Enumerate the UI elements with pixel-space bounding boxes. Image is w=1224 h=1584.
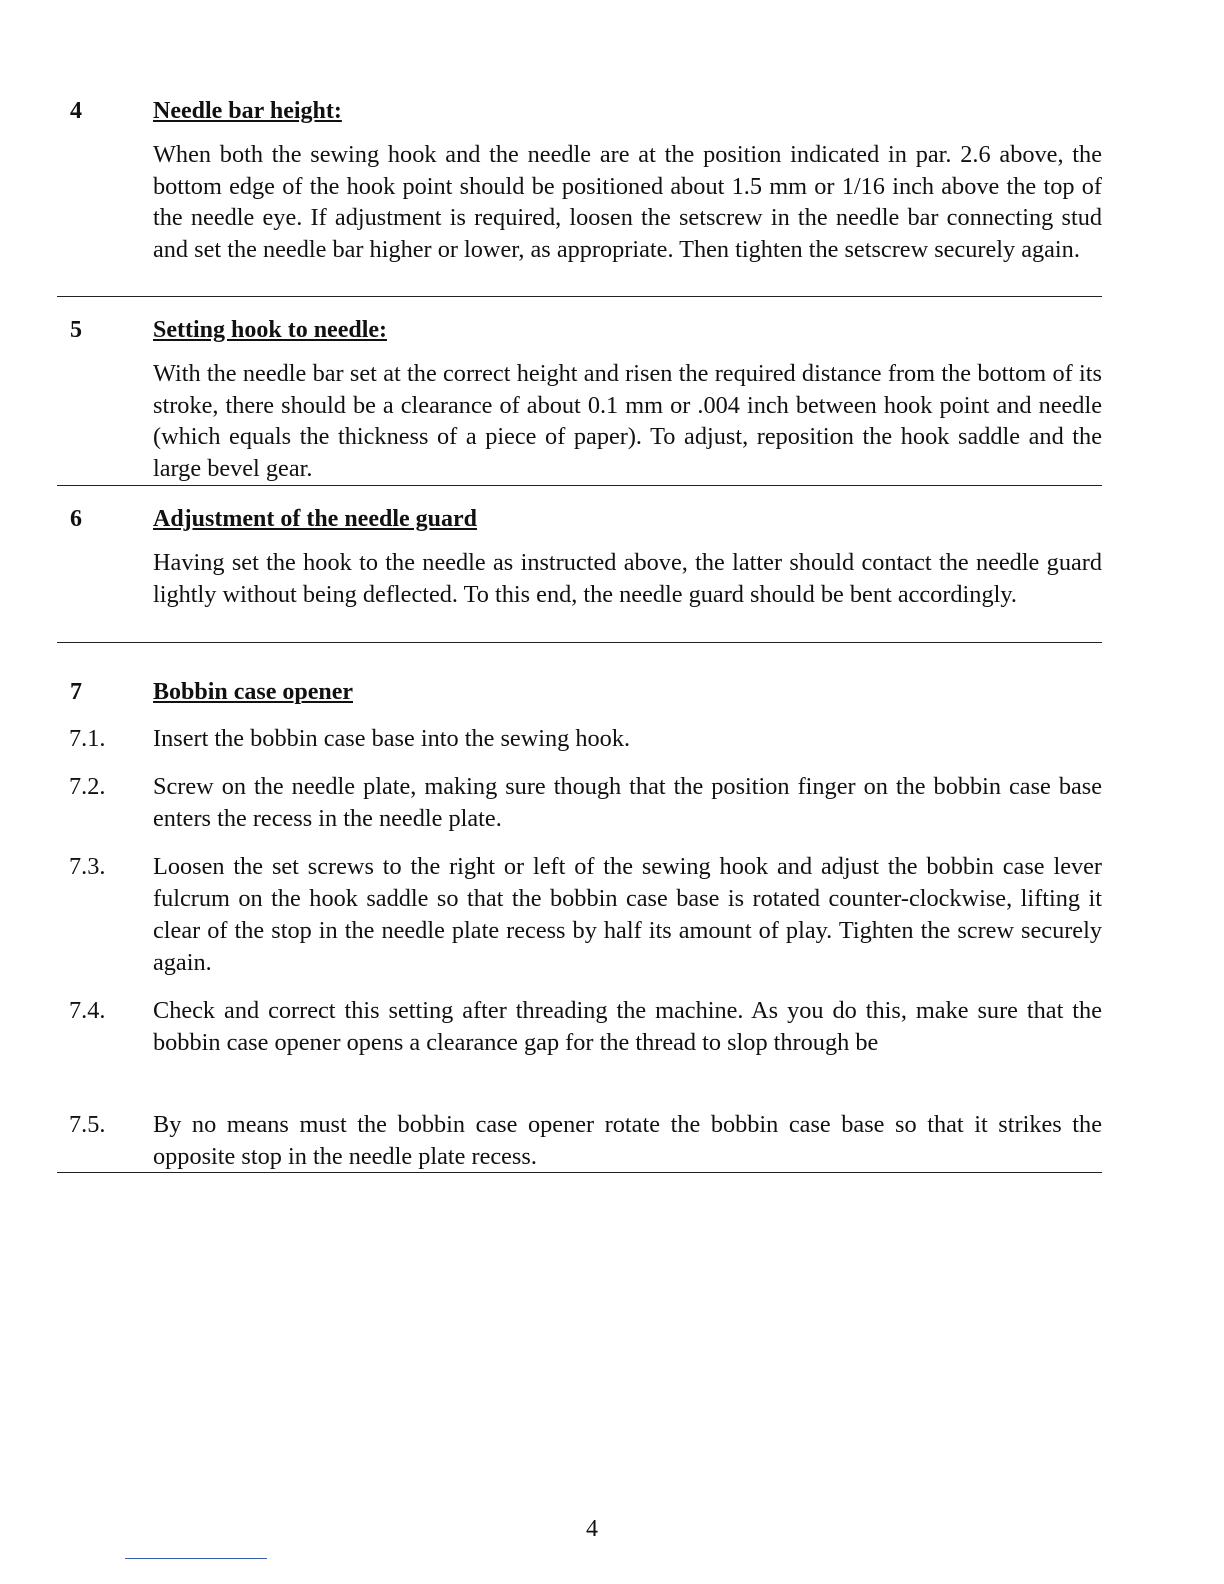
section-heading bbox=[57, 676, 1102, 708]
section-number: 7 bbox=[70, 679, 82, 705]
list-item bbox=[57, 1109, 1102, 1173]
list-item-text: Loosen the set screws to the right or left of the sewing hook and adjust the bobbin case lever fulcrum on the hook saddle so that the bobbin case base is rotated counter-clockwise, lifting it clear of the stop in the needle plate recess by half its amount of play. Tighten the screw securely again. bbox=[153, 853, 1102, 976]
list-item-number: 7.4. bbox=[69, 997, 106, 1024]
section-divider bbox=[57, 1172, 1102, 1173]
section-number: 4 bbox=[70, 98, 82, 124]
list-item bbox=[57, 723, 1102, 755]
page-number: 4 bbox=[586, 1516, 598, 1542]
section-divider bbox=[57, 485, 1102, 486]
section-heading bbox=[57, 95, 1102, 127]
list-item bbox=[57, 851, 1102, 979]
section-heading bbox=[57, 503, 1102, 535]
section-needle-guard bbox=[57, 503, 1102, 610]
list-item bbox=[57, 771, 1102, 835]
section-title: Adjustment of the needle guard bbox=[153, 506, 477, 532]
list-item-number: 7.1. bbox=[69, 725, 106, 752]
footnote-separator bbox=[125, 1558, 267, 1559]
list-item-text: Insert the bobbin case base into the sewing hook. bbox=[153, 725, 631, 752]
section-divider bbox=[57, 642, 1102, 643]
list-item-number: 7.5. bbox=[69, 1111, 106, 1138]
list-item-number: 7.3. bbox=[69, 853, 106, 880]
section-needle-bar-height bbox=[57, 95, 1102, 265]
list-item bbox=[57, 995, 1102, 1059]
list-item-text: Check and correct this setting after threading the machine. As you do this, make sure that the bobbin case opener opens a clearance gap for the thread to slop through be bbox=[153, 997, 1102, 1056]
section-title: Bobbin case opener bbox=[153, 679, 354, 705]
list-item-number: 7.2. bbox=[69, 773, 106, 800]
section-bobbin-case-opener bbox=[57, 676, 1102, 708]
section-number: 5 bbox=[70, 317, 82, 343]
section-body: Having set the hook to the needle as instructed above, the latter should contact the needle guard lightly without being deflected. To this end, the needle guard should be bent accordingly. bbox=[153, 549, 1102, 608]
section-number: 6 bbox=[70, 506, 82, 532]
section-title: Needle bar height: bbox=[153, 98, 342, 124]
section-heading bbox=[57, 314, 1102, 346]
section-setting-hook-to-needle bbox=[57, 314, 1102, 484]
list-item-text: Screw on the needle plate, making sure though that the position finger on the bobbin case base enters the recess in the needle plate. bbox=[153, 773, 1102, 832]
list-item-text: By no means must the bobbin case opener rotate the bobbin case base so that it strikes the opposite stop in the needle plate recess. bbox=[153, 1111, 1102, 1170]
section-title: Setting hook to needle: bbox=[153, 317, 387, 343]
section-divider bbox=[57, 296, 1102, 297]
section-body: With the needle bar set at the correct height and risen the required distance from the bottom of its stroke, there should be a clearance of about 0.1 mm or .004 inch between hook point and needle (which equals the thickness of a piece of paper). To adjust, reposition the hook saddle and the large bevel gear. bbox=[153, 360, 1102, 482]
section-body: When both the sewing hook and the needle are at the position indicated in par. 2.6 above, the bottom edge of the hook point should be positioned about 1.5 mm or 1/16 inch above the top of the needle eye. If adjustment is required, loosen the setscrew in the needle bar connecting stud and set the needle bar higher or lower, as appropriate. Then tighten the setscrew securely again. bbox=[153, 141, 1102, 263]
